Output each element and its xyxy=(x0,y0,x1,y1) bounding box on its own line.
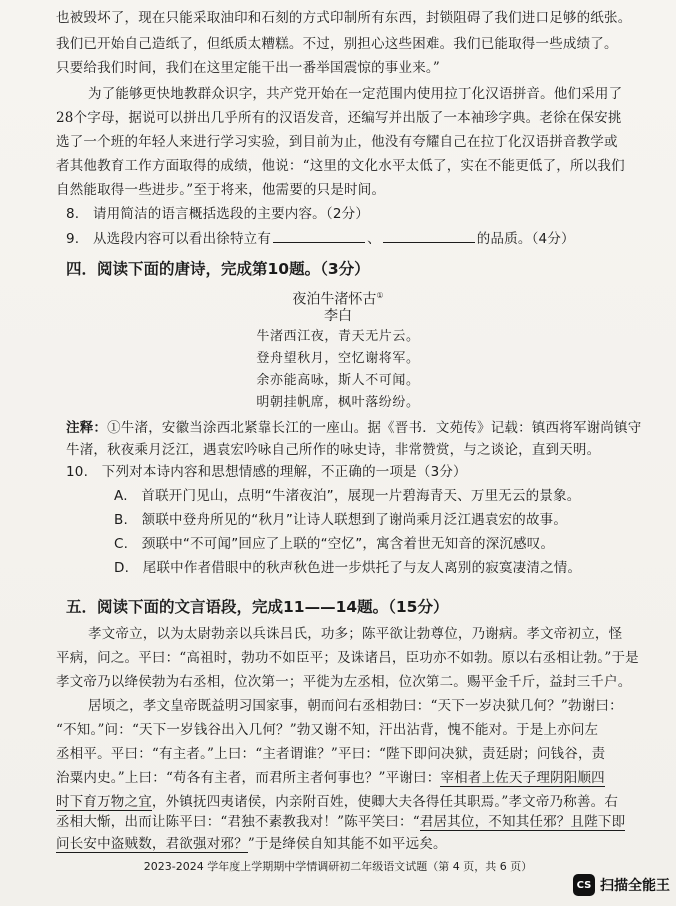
classical-text: 丞相大惭，出而让陈平曰：“君独不素教我对！”陈平笑曰：“ xyxy=(56,814,420,830)
answer-blank-2[interactable] xyxy=(383,228,475,243)
poem-note xyxy=(66,418,646,438)
poem-line: 牛渚西江夜，青天无片云。 xyxy=(256,329,420,344)
poem-line: 明朝挂帆席，枫叶落纷纷。 xyxy=(256,395,420,410)
underlined-sentence-2-cont: 问长安中盗贼数，君欲强对邪？ xyxy=(56,836,248,852)
passage-line: 为了能够更快地教群众识字，共产党开始在一定范围内使用拉丁化汉语拼音。他们采用了 xyxy=(88,86,623,102)
classical-line xyxy=(56,812,646,832)
passage-line: 也被毁坏了，现在只能采取油印和石刻的方式印制所有东西，封锁阻碍了我们进口足够的纸张。 xyxy=(56,10,632,26)
option-a[interactable]: A. 首联开门见山，点明“牛渚夜泊”，展现一片碧海青天、万里无云的景象。 xyxy=(114,488,581,504)
question-8: 8. 请用简洁的语言概括选段的主要内容。（2分） xyxy=(66,206,370,222)
option-d[interactable]: D. 尾联中作者借眼中的秋声秋色进一步烘托了与友人离别的寂寞凄清之情。 xyxy=(114,560,582,576)
answer-blank-1[interactable] xyxy=(273,228,365,243)
passage-line: 我们已开始自己造纸了，但纸质太糟糕。不过，别担心这些困难。我们已能取得一些成绩了。 xyxy=(56,36,618,52)
question-9-suffix: 的品质。（4分） xyxy=(476,231,575,247)
classical-text: ，外镇抚四夷诸侯，内亲附百姓，使卿大夫各得任其职焉。”孝文帝乃称善。右 xyxy=(151,794,619,810)
classical-line: 孝文帝立，以为太尉勃亲以兵诛吕氏，功多；陈平欲让勃尊位，乃谢病。孝文帝初立，怪 xyxy=(88,626,623,642)
note-text: ①牛渚，安徽当涂西北紧靠长江的一座山。据《晋书．文苑传》记载：镇西将军谢尚镇守 xyxy=(107,420,642,436)
passage-line: 28个字母，据说可以拼出几乎所有的汉语发音，还编写并出版了一本袖珍字典。老徐在保安挑 xyxy=(56,110,622,126)
question-9 xyxy=(66,228,646,249)
camscanner-logo-icon: CS xyxy=(573,874,595,896)
classical-text: ”于是绛侯自知其能不如平远矣。 xyxy=(247,836,447,852)
poem-line: 登舟望秋月，空忆谢将军。 xyxy=(256,351,420,366)
question-9-prefix: 9. 从选段内容可以看出徐特立有 xyxy=(66,231,272,247)
poem-author: 李白 xyxy=(324,308,352,324)
passage-line: 自然能取得一些进步。”至于将来，他需要的只是时间。 xyxy=(56,182,386,198)
poem-line: 余亦能高咏，斯人不可闻。 xyxy=(256,373,420,388)
classical-line xyxy=(56,768,646,788)
classical-line: 孝文帝乃以绛侯勃为右丞相，位次第一；平徙为左丞相，位次第二。赐平金千斤，益封三千户。 xyxy=(56,674,632,690)
underlined-sentence-1-cont: 时下育万物之宜 xyxy=(56,794,152,810)
classical-line: 居顷之，孝文皇帝既益明习国家事，朝而问右丞相勃曰：“天下一岁决狱几何？”勃谢曰： xyxy=(88,698,623,714)
option-b[interactable]: B. 颔联中登舟所见的“秋月”让诗人联想到了谢尚乘月泛江遇袁宏的故事。 xyxy=(114,512,568,528)
classical-text: 治粟内史。”上曰：“苟各有主者，而君所主者何事也？”平谢曰： xyxy=(56,770,441,786)
classical-line: 丞相平。平曰：“有主者。”上曰：“主者谓谁？”平曰：“陛下即问决狱，责廷尉；问钱谷，责 xyxy=(56,746,606,762)
watermark-text: 扫描全能王 xyxy=(600,878,670,894)
passage-line: 选了一个班的年轻人来进行学习实验，到目前为止，他没有夸耀自己在拉丁化汉语拼音教学或 xyxy=(56,134,618,150)
question-10: 10. 下列对本诗内容和思想情感的理解，不正确的一项是（3分） xyxy=(66,464,467,480)
passage-line: 只要给我们时间，我们在这里定能干出一番举国震惊的事业来。” xyxy=(56,60,440,76)
option-c[interactable]: C. 颈联中“不可闻”回应了上联的“空忆”，寓含着世无知音的深沉感叹。 xyxy=(114,536,555,552)
section-5-heading: 五．阅读下面的文言语段，完成11——14题。（15分） xyxy=(66,598,449,616)
classical-line xyxy=(56,792,646,812)
scanner-watermark xyxy=(573,874,670,896)
poem-title-footnote-mark: ① xyxy=(376,291,384,300)
poem-note-cont: 牛渚，秋夜乘月泛江，遇袁宏吟咏自己所作的咏史诗，非常赞赏，与之谈论，直到天明。 xyxy=(66,442,601,458)
underlined-sentence-1: 宰相者上佐天子理阴阳顺四 xyxy=(440,770,605,786)
underlined-sentence-2: 君居其位，不知其任邪？且陛下即 xyxy=(419,814,626,830)
question-9-separator: 、 xyxy=(367,231,381,247)
poem-title-text: 夜泊牛渚怀古 xyxy=(292,291,377,308)
classical-line xyxy=(56,834,646,854)
passage-line: 者其他教育工作方面取得的成绩，他说：“这里的文化水平太低了，实在不能更低了，所以我们 xyxy=(56,158,625,174)
page-footer: 2023-2024 学年度上学期期中学情调研初二年级语文试题（第 4 页，共 6 页） xyxy=(143,860,533,873)
note-label: 注释： xyxy=(66,420,108,436)
classical-line: 平病，问之。平曰：“高祖时，勃功不如臣平；及诛诸吕，臣功亦不如勃。原以右丞相让勃。”于是 xyxy=(56,650,639,666)
section-4-heading: 四．阅读下面的唐诗，完成第10题。（3分） xyxy=(66,260,370,278)
classical-line: “不知。”问：“天下一岁钱谷出入几何？”勃又谢不知，汗出沾背，愧不能对。于是上亦问左 xyxy=(56,722,599,738)
